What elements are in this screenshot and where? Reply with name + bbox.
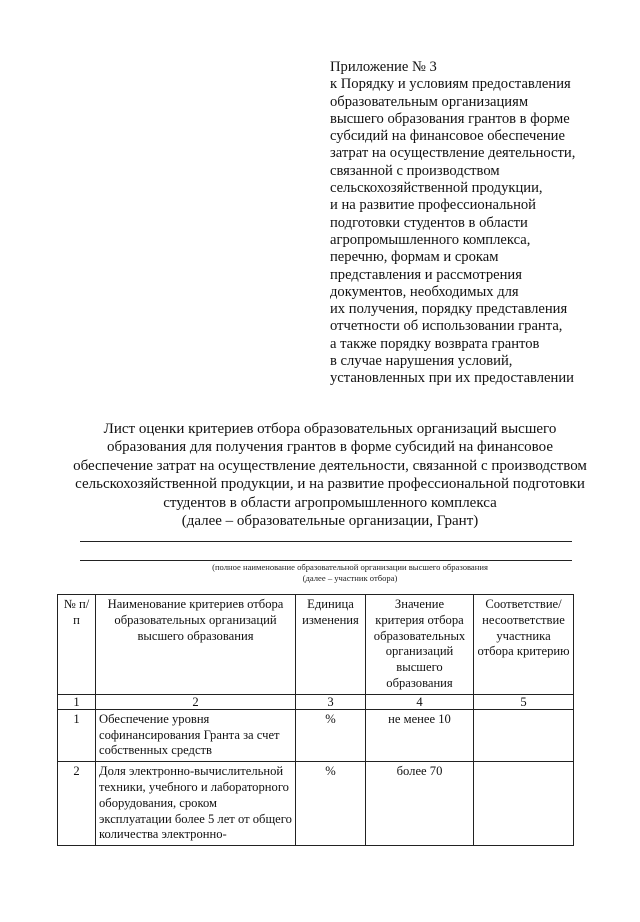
appendix-line: в случае нарушения условий, xyxy=(330,353,513,370)
appendix-line: к Порядку и условиям предоставления xyxy=(330,76,571,93)
appendix-line: документов, необходимых для xyxy=(330,283,519,300)
organization-name-line[interactable] xyxy=(80,541,572,542)
appendix-line: их получения, порядку представления xyxy=(330,301,568,318)
row-num: 2 xyxy=(58,762,96,846)
heading-line: образования для получения грантов в форме субсидий на финансовое xyxy=(106,439,553,456)
appendix-line: установленных при их предоставлении xyxy=(330,370,574,387)
header-unit: Единица изменения xyxy=(296,595,366,695)
column-number: 5 xyxy=(474,694,574,709)
table-row xyxy=(58,709,574,761)
document-heading xyxy=(40,420,620,530)
heading-line: Лист оценки критериев отбора образовательных организаций высшего xyxy=(103,421,557,437)
table-header-row xyxy=(58,595,574,695)
appendix-line: субсидий на финансовое обеспечение xyxy=(330,128,565,145)
appendix-line: сельскохозяйственной продукции, xyxy=(330,180,543,197)
appendix-line: и на развитие профессиональной xyxy=(330,197,536,214)
appendix-block xyxy=(330,59,620,388)
row-criterion-name: Обеспечение уровня софинансирования Гранта за счет собственных средств xyxy=(96,709,296,761)
column-numbers-row xyxy=(58,694,574,709)
column-number: 3 xyxy=(296,694,366,709)
column-number: 1 xyxy=(58,694,96,709)
header-conformity: Соответствие/ несоответствие участника отбора критерию xyxy=(474,595,574,695)
row-conformity-cell[interactable] xyxy=(474,762,574,846)
appendix-title: Приложение № 3 xyxy=(330,59,437,75)
criteria-table xyxy=(57,594,574,846)
header-criterion-value: Значение критерия отбора образовательных организаций высшего образования xyxy=(366,595,474,695)
appendix-line: связанной с производством xyxy=(330,162,500,179)
row-criterion-value: более 70 xyxy=(366,762,474,846)
appendix-line: представления и рассмотрения xyxy=(330,266,522,283)
caption-line: (полное наименование образовательной организации высшего образования xyxy=(212,562,488,572)
header-num: № п/п xyxy=(58,595,96,695)
row-unit: % xyxy=(296,762,366,846)
table-row xyxy=(58,762,574,846)
column-number: 4 xyxy=(366,694,474,709)
appendix-line: перечню, формам и срокам xyxy=(330,249,499,266)
heading-line: обеспечение затрат на осуществление деятельности, связанной с производством xyxy=(73,457,587,474)
column-number: 2 xyxy=(96,694,296,709)
appendix-line: а также порядку возврата грантов xyxy=(330,335,540,352)
appendix-line: подготовки студентов в области xyxy=(330,214,528,231)
appendix-line: затрат на осуществление деятельности, xyxy=(330,145,576,162)
row-unit: % xyxy=(296,709,366,761)
appendix-line: высшего образования грантов в форме xyxy=(330,110,570,127)
row-num: 1 xyxy=(58,709,96,761)
heading-line: (далее – образовательные организации, Грант) xyxy=(181,513,479,530)
heading-line: студентов в области агропромышленного комплекса xyxy=(163,494,497,511)
row-conformity-cell[interactable] xyxy=(474,709,574,761)
heading-line: сельскохозяйственной продукции, и на развитие профессиональной подготовки xyxy=(75,476,585,493)
organization-name-line[interactable] xyxy=(80,560,572,561)
row-criterion-value: не менее 10 xyxy=(366,709,474,761)
row-criterion-name: Доля электронно-вычислительной техники, учебного и лабораторного оборудования, сроком эксплуатации более 5 лет от общего количества электронно- xyxy=(96,762,296,846)
organization-caption xyxy=(100,562,600,584)
caption-line: (далее – участник отбора) xyxy=(302,573,398,583)
appendix-line: образовательным организациям xyxy=(330,93,529,110)
header-criterion-name: Наименование критериев отбора образовательных организаций высшего образования xyxy=(96,595,296,695)
appendix-line: отчетности об использовании гранта, xyxy=(330,318,563,335)
appendix-line: агропромышленного комплекса, xyxy=(330,231,531,248)
page-bottom-margin xyxy=(57,862,577,922)
